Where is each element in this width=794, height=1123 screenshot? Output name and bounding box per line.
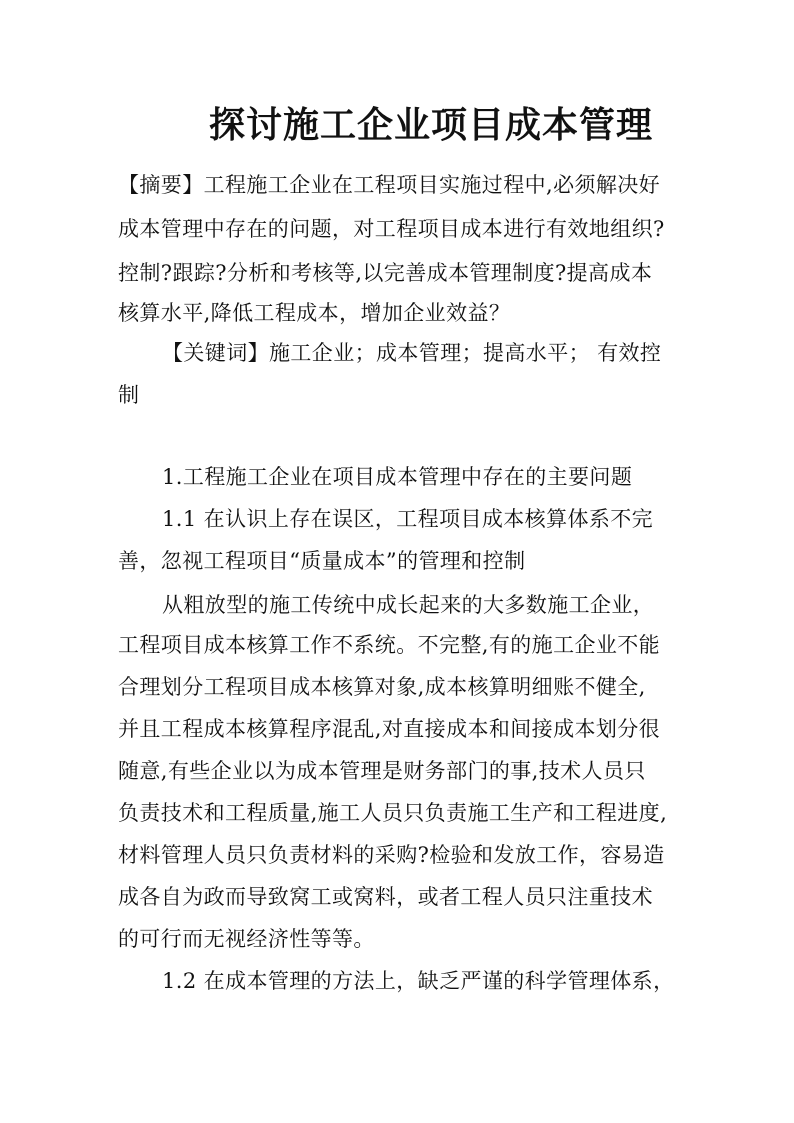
- body-line-5: 随意,有些企业以为成本管理是财务部门的事,技术人员只: [118, 759, 646, 783]
- body-line-2: 工程项目成本核算工作不系统。不完整,有的施工企业不能: [118, 633, 661, 657]
- body-line-7: 材料管理人员只负责材料的采购?检验和发放工作，容易造: [118, 843, 665, 867]
- abstract-line-3: 控制?跟踪?分析和考核等,以完善成本管理制度?提高成本: [118, 261, 653, 285]
- body-line-8: 成各自为政而导致窝工或窝料，或者工程人员只注重技术: [118, 885, 653, 909]
- abstract-line-1: 【摘要】工程施工企业在工程项目实施过程中,必须解决好: [118, 173, 661, 197]
- abstract-line-2: 成本管理中存在的问题，对工程项目成本进行有效地组织?: [118, 217, 665, 241]
- body-line-3: 合理划分工程项目成本核算对象,成本核算明细账不健全,: [118, 675, 646, 699]
- body-line-4: 并且工程成本核算程序混乱,对直接成本和间接成本划分很: [118, 717, 661, 741]
- subsection-1-2-line-1: 1.2 在成本管理的方法上，缺乏严谨的科学管理体系，: [162, 969, 675, 993]
- document-title: 探讨施工企业项目成本管理: [209, 104, 654, 146]
- keywords-line-2: 制: [118, 383, 140, 407]
- section-heading-1: 1.工程施工企业在项目成本管理中存在的主要问题: [162, 465, 633, 489]
- body-line-6: 负责技术和工程质量,施工人员只负责施工生产和工程进度,: [118, 801, 668, 825]
- subsection-1-1-line-1: 1.1 在认识上存在误区，工程项目成本核算体系不完: [162, 507, 654, 531]
- abstract-line-4: 核算水平,降低工程成本，增加企业效益？: [118, 301, 511, 325]
- keywords-line-1: 【关键词】施工企业；成本管理；提高水平； 有效控: [162, 341, 662, 365]
- body-line-1: 从粗放型的施工传统中成长起来的大多数施工企业，: [162, 593, 655, 617]
- body-line-9: 的可行而无视经济性等等。: [118, 927, 375, 951]
- subsection-1-1-line-2: 善，忽视工程项目“质量成本”的管理和控制: [118, 549, 526, 573]
